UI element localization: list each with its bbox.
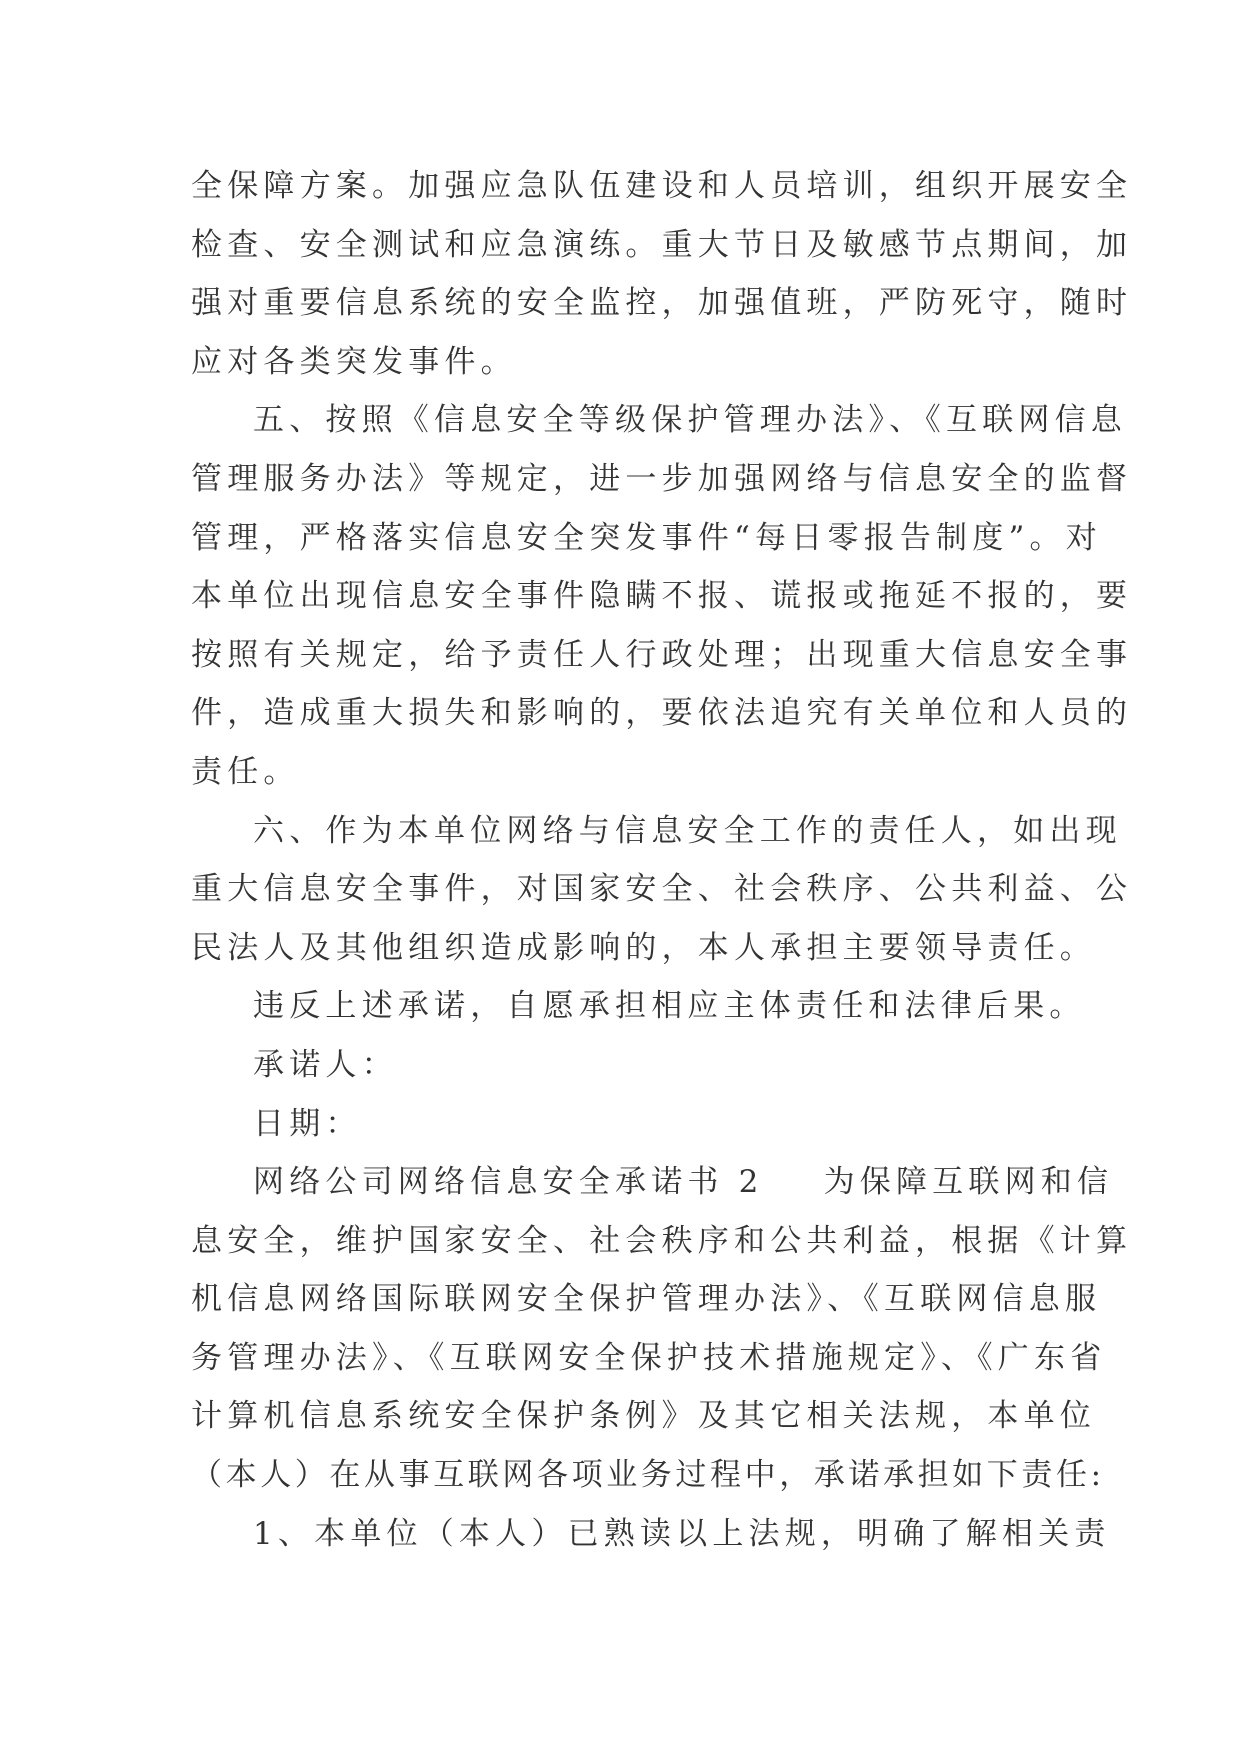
paragraph-line: 全保障方案。加强应急队伍建设和人员培训，组织开展安全 <box>191 168 1133 204</box>
paragraph-line: 管理，严格落实信息安全突发事件“每日零报告制度”。对 <box>191 519 1102 556</box>
violation-statement: 违反上述承诺，自愿承担相应主体责任和法律后果。 <box>253 988 1086 1025</box>
paragraph-line: 计算机信息系统安全保护条例》及其它相关法规，本单位 <box>191 1398 1096 1435</box>
paragraph-line: 管理服务办法》等规定，进一步加强网络与信息安全的监督 <box>191 460 1133 497</box>
paragraph-line: 务管理办法》、《互联网安全保护技术措施规定》、《广东省 <box>191 1339 1107 1376</box>
paragraph-line: 本单位出现信息安全事件隐瞒不报、谎报或拖延不报的，要 <box>191 578 1133 615</box>
paragraph-line: 强对重要信息系统的安全监控，加强值班，严防死守，随时 <box>191 285 1133 322</box>
second-pledge-intro: 为保障互联网和信 <box>823 1164 1114 1201</box>
second-pledge-title: 网络公司网络信息安全承诺书 2 <box>253 1164 764 1201</box>
paragraph-line: 检查、安全测试和应急演练。重大节日及敏感节点期间，加 <box>191 226 1133 263</box>
paragraph-line: 重大信息安全事件，对国家安全、社会秩序、公共利益、公 <box>191 871 1133 908</box>
date-label: 日期： <box>253 1105 362 1142</box>
paragraph-line: 应对各类突发事件。 <box>191 343 517 380</box>
paragraph-line: 按照有关规定，给予责任人行政处理；出现重大信息安全事 <box>191 636 1133 673</box>
item-1-first-line: 1、本单位（本人）已熟读以上法规，明确了解相关责 <box>253 1515 1111 1552</box>
paragraph-line: 息安全，维护国家安全、社会秩序和公共利益，根据《计算 <box>191 1222 1133 1259</box>
second-pledge-first-line <box>191 1153 1114 1212</box>
signatory-label: 承诺人： <box>253 1046 398 1083</box>
paragraph-line: 件，造成重大损失和影响的，要依法追究有关单位和人员的 <box>191 695 1133 732</box>
paragraph-line: 民法人及其他组织造成影响的，本人承担主要领导责任。 <box>191 929 1096 966</box>
paragraph-line: （本人）在从事互联网各项业务过程中，承诺承担如下责任: <box>191 1457 1105 1494</box>
document-body <box>191 157 1133 1563</box>
paragraph-line: 机信息网络国际联网安全保护管理办法》、《互联网信息服 <box>191 1281 1102 1318</box>
section-6-first-line: 六、作为本单位网络与信息安全工作的责任人，如出现 <box>253 812 1122 849</box>
paragraph-line: 责任。 <box>191 753 300 790</box>
section-5-first-line: 五、按照《信息安全等级保护管理办法》、《互联网信息 <box>253 402 1127 439</box>
